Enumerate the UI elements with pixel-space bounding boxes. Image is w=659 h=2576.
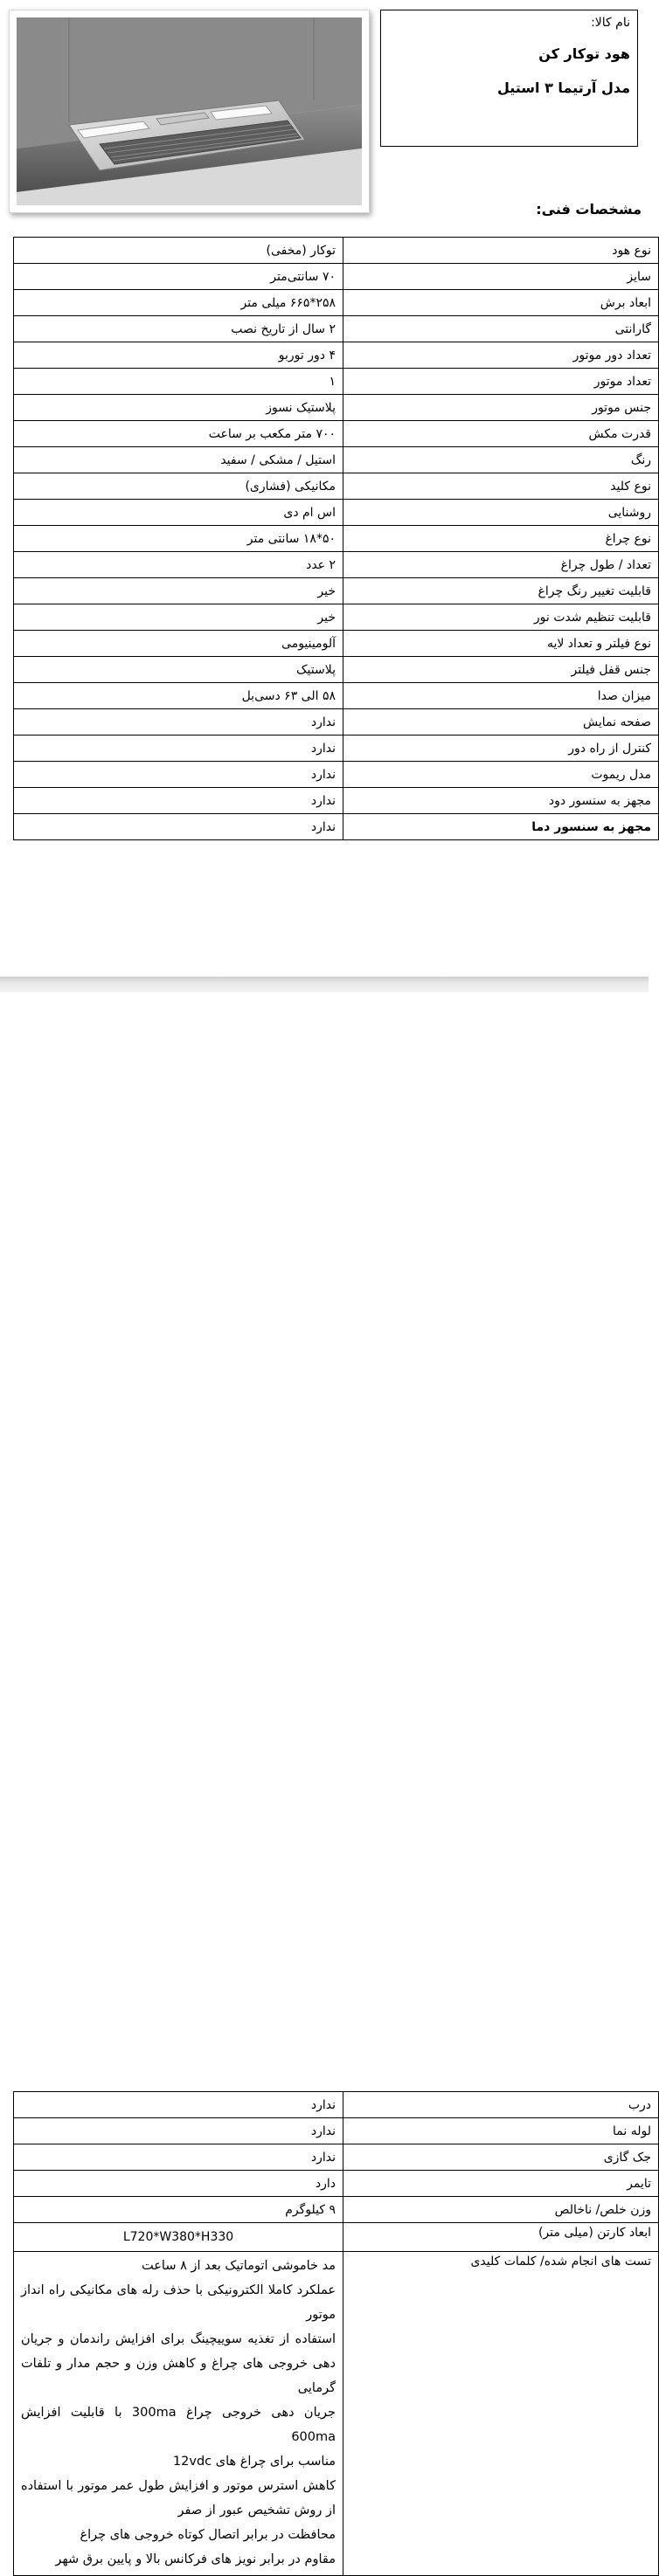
table-row [14,500,659,526]
spec-key: میزان صدا [343,683,659,709]
spec-key: نوع چراغ [343,526,659,552]
spec-key: لوله نما [343,2118,659,2144]
spec-key: ابعاد برش [343,290,659,316]
spec-value: L720*W380*H330 [14,2223,343,2252]
table-row [14,2171,659,2197]
table-row [14,631,659,657]
test-notes [14,2252,343,2576]
spec-value: ندارد [14,2144,343,2171]
spec-value: ۲ سال از تاریخ نصب [14,316,343,342]
spec-value: ندارد [14,814,343,840]
table-row [14,421,659,447]
table-row [14,2144,659,2171]
spec-value: ندارد [14,709,343,736]
spec-value: ۴ دور توربو [14,342,343,369]
spec-key: ابعاد کارتن (میلی متر) [343,2223,659,2252]
spec-value: توکار (مخفی) [14,238,343,264]
page-separator [0,977,649,992]
spec-key: قدرت مکش [343,421,659,447]
table-row [14,447,659,473]
spec-value: ۵۰*۱۸ سانتی متر [14,526,343,552]
table-row [14,316,659,342]
spec-key: مجهز به سنسور دما [343,814,659,840]
spec-value: مکانیکی (فشاری) [14,473,343,500]
spec-value: ندارد [14,736,343,762]
table-row [14,395,659,421]
spec-value: ندارد [14,2118,343,2144]
product-photo [9,10,370,213]
spec-key: تعداد دور موتور [343,342,659,369]
document-page-1 [0,0,649,977]
specs-table-continued [13,2091,659,2576]
spec-value: ۷۰۰ متر مکعب بر ساعت [14,421,343,447]
table-row [14,604,659,631]
spec-value: دارد [14,2171,343,2197]
product-name-box [380,10,638,147]
spec-value: استیل / مشکی / سفید [14,447,343,473]
specs-heading: مشخصات فنی: [536,201,642,218]
spec-value: ۲۵۸*۶۶۵ میلی متر [14,290,343,316]
spec-value: خیر [14,604,343,631]
spec-key: جک گازی [343,2144,659,2171]
spec-key: قابلیت تغییر رنگ چراغ [343,578,659,604]
spec-key: جنس قفل فیلتر [343,657,659,683]
test-note-line: استفاده از تغذیه سوییچینگ برای افزایش راندمان و جریان دهی خروجی های چراغ و کاهش وزن و حجم مدار و تلفات گرمایی [21,2332,336,2395]
product-model: مدل آرتیما ۳ استیل [496,79,630,96]
spec-key: مدل ریموت [343,762,659,788]
table-row [14,709,659,736]
table-row [14,736,659,762]
spec-value: پلاستیک [14,657,343,683]
spec-value: اس ام دی [14,500,343,526]
table-row [14,2197,659,2223]
test-note-line: جریان دهی خروجی چراغ 300ma با قابلیت افزایش 600ma [21,2406,336,2444]
document-page-2 [0,992,651,2566]
table-row [14,473,659,500]
test-note-line: مقاوم در برابر نویز های فرکانس بالا و پایین برق شهر [55,2552,336,2566]
spec-value: آلومینیومی [14,631,343,657]
test-note-line: مد خاموشی اتوماتیک بعد از ۸ ساعت [142,2259,336,2273]
spec-key: کنترل از راه دور [343,736,659,762]
table-row [14,264,659,290]
spec-value: ندارد [14,788,343,814]
spec-key: روشنایی [343,500,659,526]
spec-key: نوع فیلتر و تعداد لایه [343,631,659,657]
spec-key: رنگ [343,447,659,473]
table-row [14,526,659,552]
spec-key: صفحه نمایش [343,709,659,736]
table-row [14,788,659,814]
spec-value: ۵۸ الی ۶۳ دسی‌بل [14,683,343,709]
table-row [14,2092,659,2118]
spec-key: تایمر [343,2171,659,2197]
test-note-line: کاهش استرس موتور و افزایش طول عمر موتور با استفاده از روش تشخیص عبور از صفر [21,2479,336,2517]
test-note-line: محافظت در برابر اتصال کوتاه خروجی های چراغ [80,2528,336,2542]
specs-table [13,237,659,840]
test-note-line: عملکرد کاملا الکترونیکی با حذف رله های مکانیکی راه انداز موتور [21,2283,336,2322]
table-row [14,657,659,683]
product-title: هود توکار کن [538,45,630,62]
table-row [14,683,659,709]
table-row [14,342,659,369]
spec-key: سایز [343,264,659,290]
table-row [14,369,659,395]
spec-value: ۷۰ سانتی‌متر [14,264,343,290]
table-row [14,2252,659,2576]
spec-value: ۲ عدد [14,552,343,578]
spec-value: ۱ [14,369,343,395]
table-row [14,238,659,264]
spec-key: تست های انجام شده/ کلمات کلیدی [343,2252,659,2576]
spec-key: درب [343,2092,659,2118]
spec-key: نوع کلید [343,473,659,500]
table-row [14,290,659,316]
table-row [14,2223,659,2252]
table-row [14,2118,659,2144]
table-row [14,552,659,578]
table-row [14,578,659,604]
test-note-line: مناسب برای چراغ های 12vdc [172,2455,336,2469]
spec-value: ندارد [14,2092,343,2118]
spec-value: پلاستیک نسوز [14,395,343,421]
spec-key: مجهز به سنسور دود [343,788,659,814]
table-row [14,762,659,788]
product-name-label: نام کالا: [591,16,630,30]
spec-value: ۹ کیلوگرم [14,2197,343,2223]
spec-value: خیر [14,578,343,604]
table-row [14,814,659,840]
range-hood-image [17,17,362,205]
spec-key: گارانتی [343,316,659,342]
spec-key: نوع هود [343,238,659,264]
spec-key: وزن خلص/ ناخالص [343,2197,659,2223]
spec-key: تعداد / طول چراغ [343,552,659,578]
spec-value: ندارد [14,762,343,788]
spec-key: تعداد موتور [343,369,659,395]
spec-key: قابلیت تنظیم شدت نور [343,604,659,631]
spec-key: جنس موتور [343,395,659,421]
